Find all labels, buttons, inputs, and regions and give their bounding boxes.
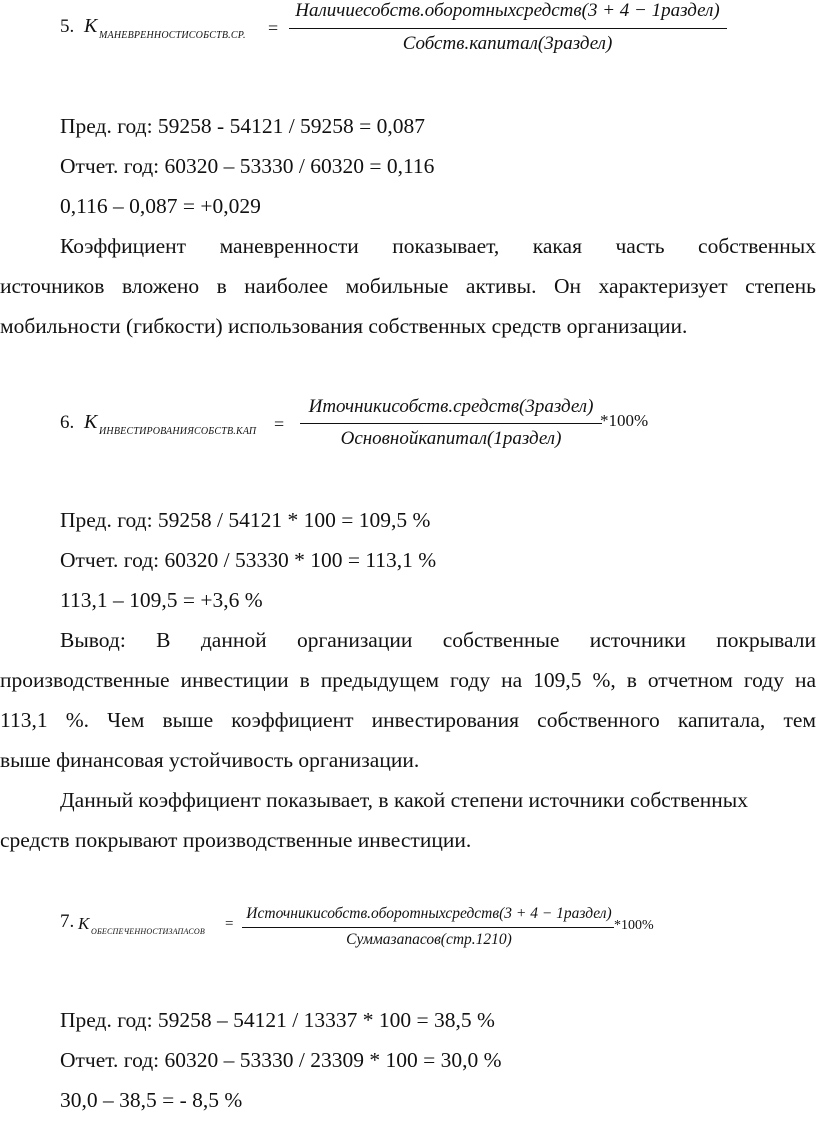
text-line: 113,1 – 109,5 = +3,6 %	[60, 588, 263, 612]
text-line: Отчет. год: 60320 – 53330 / 23309 * 100 = 30,0 %	[60, 1048, 502, 1072]
equals-sign: =	[268, 18, 279, 38]
formula-numerator: Наличиесобств.оборотныхсредств(3 + 4 − 1раздел)	[295, 0, 720, 21]
formula-denominator: Основнойкапитал(1раздел)	[340, 428, 562, 449]
formula-number: 7.	[60, 911, 75, 932]
formula-numerator: Иточникисобств.средств(3раздел)	[308, 396, 594, 417]
formula-denominator: Собств.капитал(3раздел)	[402, 33, 613, 54]
paragraph-line: Коэффициент маневренности показывает, какая часть собственных	[60, 234, 816, 258]
coefficient-subscript: МАНЕВРЕННОСТИСОБСТВ.СР.	[99, 30, 246, 41]
text-line: Отчет. год: 60320 / 53330 * 100 = 113,1 %	[60, 548, 437, 572]
paragraph-line: производственные инвестиции в предыдущем году на 109,5 %, в отчетном году на	[0, 668, 816, 692]
coefficient-symbol: К	[78, 914, 90, 933]
paragraph-line: средств покрывают производственные инвестиции.	[0, 828, 472, 852]
fraction-bar	[289, 28, 727, 29]
fraction-bar	[300, 423, 602, 424]
text-line: Пред. год: 59258 - 54121 / 59258 = 0,087	[60, 114, 426, 138]
formula-number: 5.	[60, 16, 75, 37]
text-line: Отчет. год: 60320 – 53330 / 60320 = 0,116	[60, 154, 435, 178]
coefficient-symbol: К	[84, 411, 98, 433]
text-line: 30,0 – 38,5 = - 8,5 %	[60, 1088, 243, 1112]
formula-denominator: Суммазапасов(стр.1210)	[346, 931, 512, 948]
coefficient-subscript: ОБЕСПЕЧЕННОСТИЗАПАСОВ	[91, 927, 205, 936]
formula-5	[0, 0, 816, 70]
fraction-bar	[242, 927, 614, 928]
formula-numerator: Источникисобств.оборотныхсредств(3 + 4 − 1раздел)	[246, 905, 612, 922]
paragraph-line: Данный коэффициент показывает, в какой степени источники собственных	[60, 788, 748, 812]
formula-number: 6.	[60, 412, 75, 433]
paragraph-line: Вывод: В данной организации собственные источники покрывали	[60, 628, 816, 652]
paragraph-line: мобильности (гибкости) использования собственных средств организации.	[0, 314, 688, 338]
paragraph-line: источников вложено в наиболее мобильные активы. Он характеризует степень	[0, 274, 816, 298]
coefficient-symbol: К	[84, 15, 98, 37]
paragraph-line: 113,1 %. Чем выше коэффициент инвестирования собственного капитала, тем	[0, 708, 816, 732]
text-line: 0,116 – 0,087 = +0,029	[60, 194, 261, 218]
equals-sign: =	[225, 916, 234, 932]
paragraph-line: выше финансовая устойчивость организации.	[0, 748, 420, 772]
formula-7	[0, 898, 816, 958]
equals-sign: =	[274, 414, 285, 434]
coefficient-subscript: ИНВЕСТИРОВАНИЯСОБСТВ.КАП	[99, 426, 257, 437]
formula-6	[0, 388, 816, 458]
text-line: Пред. год: 59258 / 54121 * 100 = 109,5 %	[60, 508, 431, 532]
text-line: Пред. год: 59258 – 54121 / 13337 * 100 = 38,5 %	[60, 1008, 495, 1032]
multiplier-percent: *100%	[614, 918, 654, 933]
multiplier-percent: *100%	[600, 411, 649, 430]
